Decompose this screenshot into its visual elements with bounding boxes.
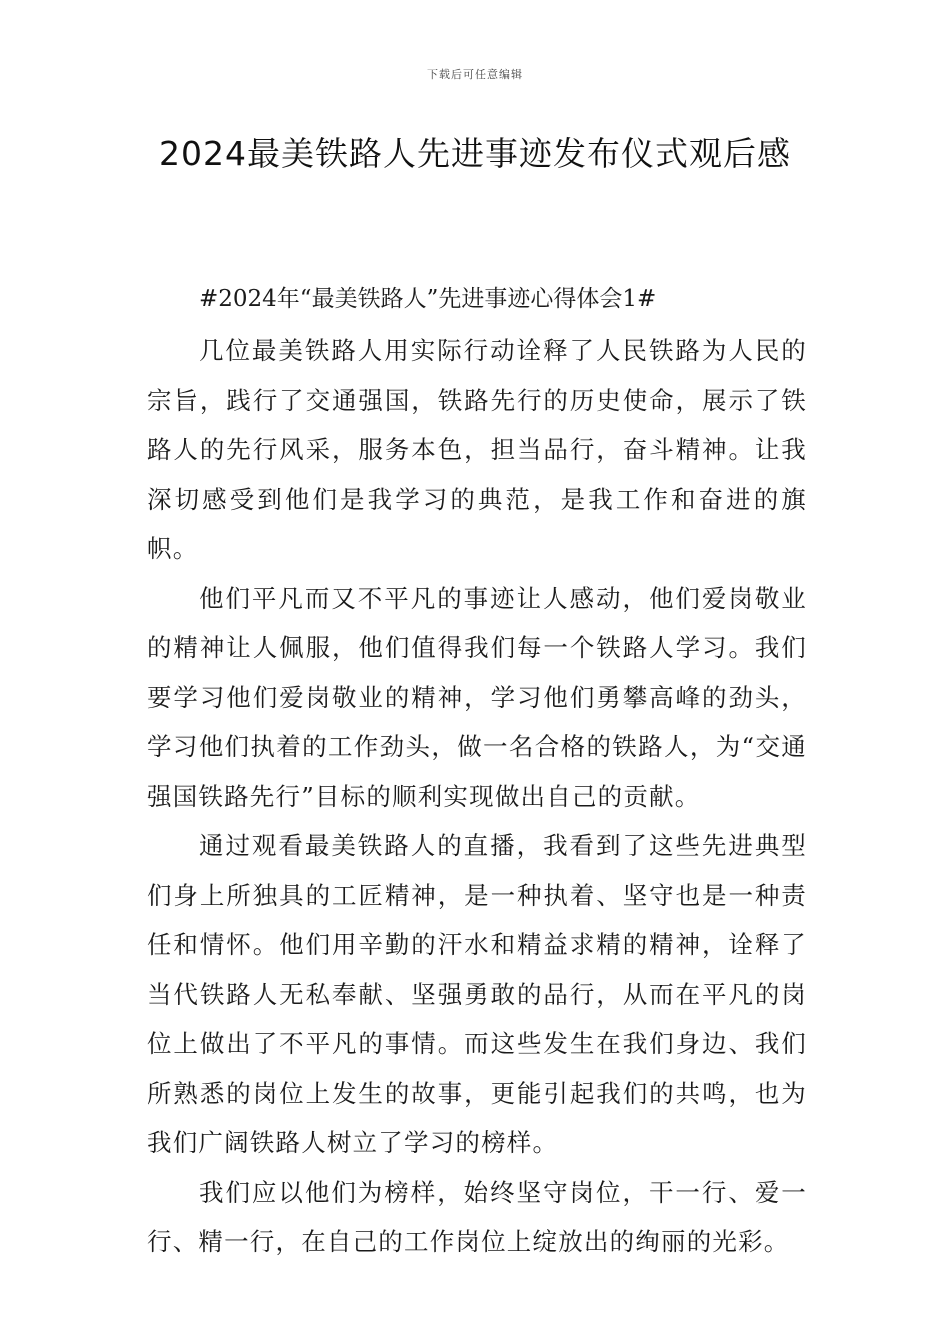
paragraph-2: 他们平凡而又不平凡的事迹让人感动，他们爱岗敬业的精神让人佩服，他们值得我们每一个铁路人学习。我们要学习他们爱岗敬业的精神，学习他们勇攀高峰的劲头，学习他们执着的工作劲头，做一名合格的铁路人，为“交通强国铁路先行”目标的顺利实现做出自己的贡献。 <box>147 583 807 811</box>
document-body <box>147 280 807 1267</box>
document-title: 2024最美铁路人先进事迹发布仪式观后感 <box>159 134 791 173</box>
header-note: 下载后可任意编辑 <box>427 68 523 81</box>
section-heading: #2024年“最美铁路人”先进事迹心得体会1# <box>199 286 657 312</box>
paragraph-3: 通过观看最美铁路人的直播，我看到了这些先进典型们身上所独具的工匠精神，是一种执着、坚守也是一种责任和情怀。他们用辛勤的汗水和精益求精的精神，诠释了当代铁路人无私奉献、坚强勇敢的品行，从而在平凡的岗位上做出了不平凡的事情。而这些发生在我们身边、我们所熟悉的岗位上发生的故事，更能引起我们的共鸣，也为我们广阔铁路人树立了学习的榜样。 <box>147 831 807 1157</box>
paragraph-1: 几位最美铁路人用实际行动诠释了人民铁路为人民的宗旨，践行了交通强国，铁路先行的历史使命，展示了铁路人的先行风采，服务本色，担当品行，奋斗精神。让我深切感受到他们是我学习的典范，是我工作和奋进的旗帜。 <box>147 336 807 563</box>
paragraph-4: 我们应以他们为榜样，始终坚守岗位，干一行、爱一行、精一行，在自己的工作岗位上绽放出的绚丽的光彩。 <box>147 1177 807 1256</box>
